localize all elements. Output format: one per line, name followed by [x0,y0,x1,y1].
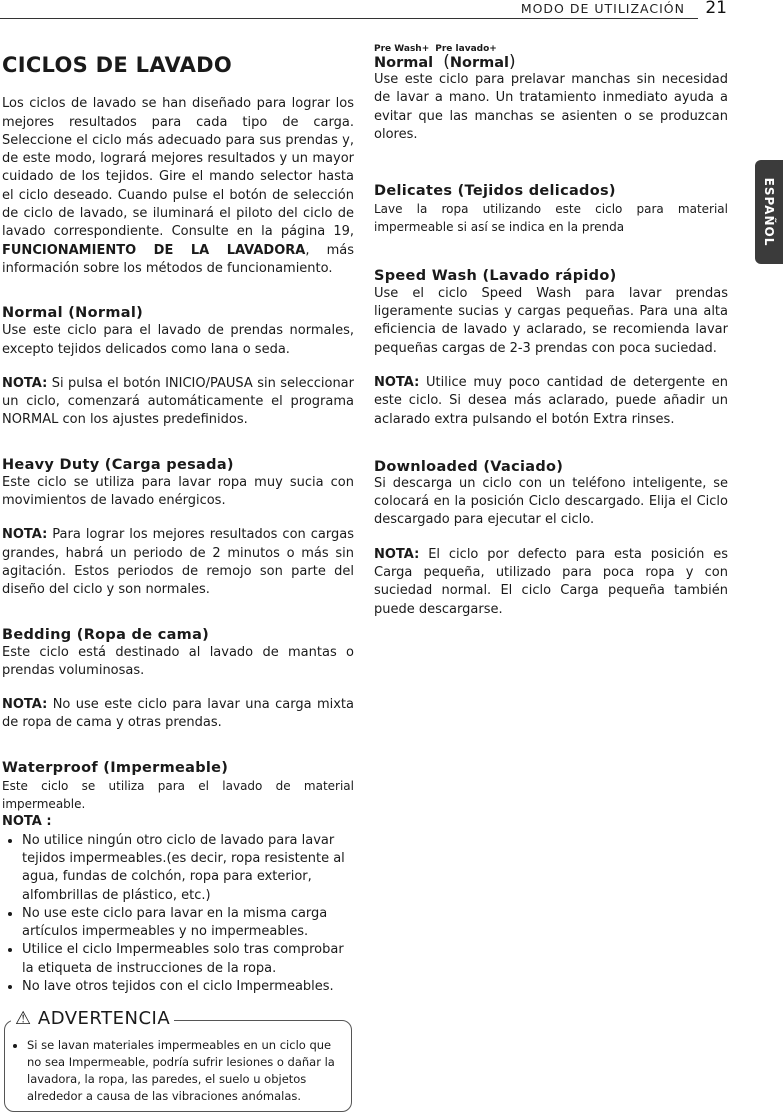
right-column [374,44,728,619]
warning-triangle-icon: ⚠ [15,1008,32,1030]
waterproof-heading: Waterproof (Impermeable) [2,759,229,776]
page-number: 21 [705,0,727,18]
intro-paragraph: Los ciclos de lavado se han diseñado para lograr los mejores resultados para cada tipo de carga. Seleccione el ciclo más adecuado para sus prendas y, de este modo, logrará mejores resultados y un mayor cuidado de los tejidos. Gire el mando selector hasta el ciclo deseado. Cuando pulse el botón de selección de ciclo de lavado, se iluminará el piloto del ciclo de lavado correspondiente. Consulte en la página 19, FUNCIONAMIENTO DE LA LAVADORA, más información sobre los métodos de funcionamiento. [2,96,354,276]
list-item: • No use este ciclo para lavar en la misma carga artículos impermeables y no impermeables. [22,905,354,942]
waterproof-bullet-list [2,832,354,997]
language-tab-label: ESPAÑOL [762,177,776,247]
heavy-duty-note: NOTA: Para lograr los mejores resultados con cargas grandes, habrá un periodo de 2 minutos o más sin agitación. Estos periodos de remojo son parte del diseño del ciclo y son normales. [2,527,354,598]
delicates-heading: Delicates (Tejidos delicados) [374,183,616,200]
waterproof-note-label: NOTA : [2,814,52,830]
downloaded-heading: Downloaded (Vaciado) [374,458,564,475]
left-column [2,52,354,1112]
prewash-label-es: Pre lavado+ [435,44,497,54]
language-tab [755,160,783,264]
header-section-title: MODO DE UTILIZACIÓN [520,1,685,16]
normal-text: Use este ciclo para el lavado de prendas normales, excepto tejidos delicados como lana o seda. [2,323,354,357]
speed-wash-heading: Speed Wash (Lavado rápido) [374,267,617,284]
list-item: • Utilice el ciclo Impermeables solo tras comprobar la etiqueta de instrucciones de la ropa. [22,941,354,978]
normal-heading: Normal (Normal) [2,305,144,322]
delicates-text: Lave la ropa utilizando este ciclo para material impermeable si así se indica en la prenda [374,202,728,235]
bedding-text: Este ciclo está destinado al lavado de mantas o prendas voluminosas. [2,644,354,678]
list-item: • No utilice ningún otro ciclo de lavado para lavar tejidos impermeables.(es decir, ropa resistente al agua, fundas de colchón, ropa para exterior, alfombrillas de plástico, etc.) [22,832,354,905]
speed-wash-note: NOTA: Utilice muy poco cantidad de detergente en este ciclo. Si desea más aclarado, puede añadir un aclarado extra pulsando el botón Extra rinses. [374,374,728,427]
page-title: CICLOS DE LAVADO [2,53,233,77]
downloaded-note: NOTA: El ciclo por defecto para esta posición es Carga pequeña, utilizado para poca ropa y con suciedad normal. El ciclo Carga pequeña también puede descargarse. [374,546,728,617]
prewash-label-en: Pre Wash+ [374,44,430,54]
downloaded-text: Si descarga un ciclo con un teléfono inteligente, se colocará en la posición Ciclo descargado. Elija el Ciclo descargado para ejecutar el ciclo. [374,475,728,528]
warning-bullet-list [13,1037,341,1105]
bedding-heading: Bedding (Ropa de cama) [2,626,210,643]
list-item: • No lave otros tejidos con el ciclo Impermeables. [22,978,354,996]
bedding-note: NOTA: No use este ciclo para lavar una carga mixta de ropa de cama y otras prendas. [2,697,354,731]
prewash-normal-en: Normal [374,55,434,71]
heavy-duty-text: Este ciclo se utiliza para lavar ropa muy sucia con movimientos de lavado enérgicos. [2,474,354,509]
prewash-heading: Pre Wash+ Pre lavado+ Normal (Normal) [374,44,516,72]
waterproof-text: Este ciclo se utiliza para el lavado de material impermeable. [2,778,354,812]
header-rule [0,18,698,19]
prewash-text: Use este ciclo para prelavar manchas sin necesidad de lavar a mano. Un tratamiento inmediato ayuda a evitar que las manchas se asienten o se produzcan olores. [374,72,728,142]
speed-wash-text: Use el ciclo Speed Wash para lavar prendas ligeramente sucias y cargas pequeñas. Para una alta eficiencia de lavado y aclarado, se recomienda lavar pequeñas cargas de 2-3 prendas con poca suciedad. [374,285,728,356]
list-item: • Si se lavan materiales impermeables en un ciclo que no sea Impermeable, podría sufrir lesiones o dañar la lavadora, la ropa, las paredes, el suelo u objetos alrededor a causa de las vibraciones anómalas. [27,1037,341,1105]
prewash-normal-es: Normal [449,55,509,71]
intro-bold-link: FUNCIONAMIENTO DE LA LAVADORA [2,242,306,258]
warning-box [4,1008,352,1112]
normal-note: NOTA: Si pulsa el botón INICIO/PAUSA sin seleccionar un ciclo, comenzará automáticamente el programa NORMAL con los ajustes predefinidos. [2,375,354,428]
warning-title: ⚠ ADVERTENCIA [11,1008,174,1029]
heavy-duty-heading: Heavy Duty (Carga pesada) [2,456,234,473]
